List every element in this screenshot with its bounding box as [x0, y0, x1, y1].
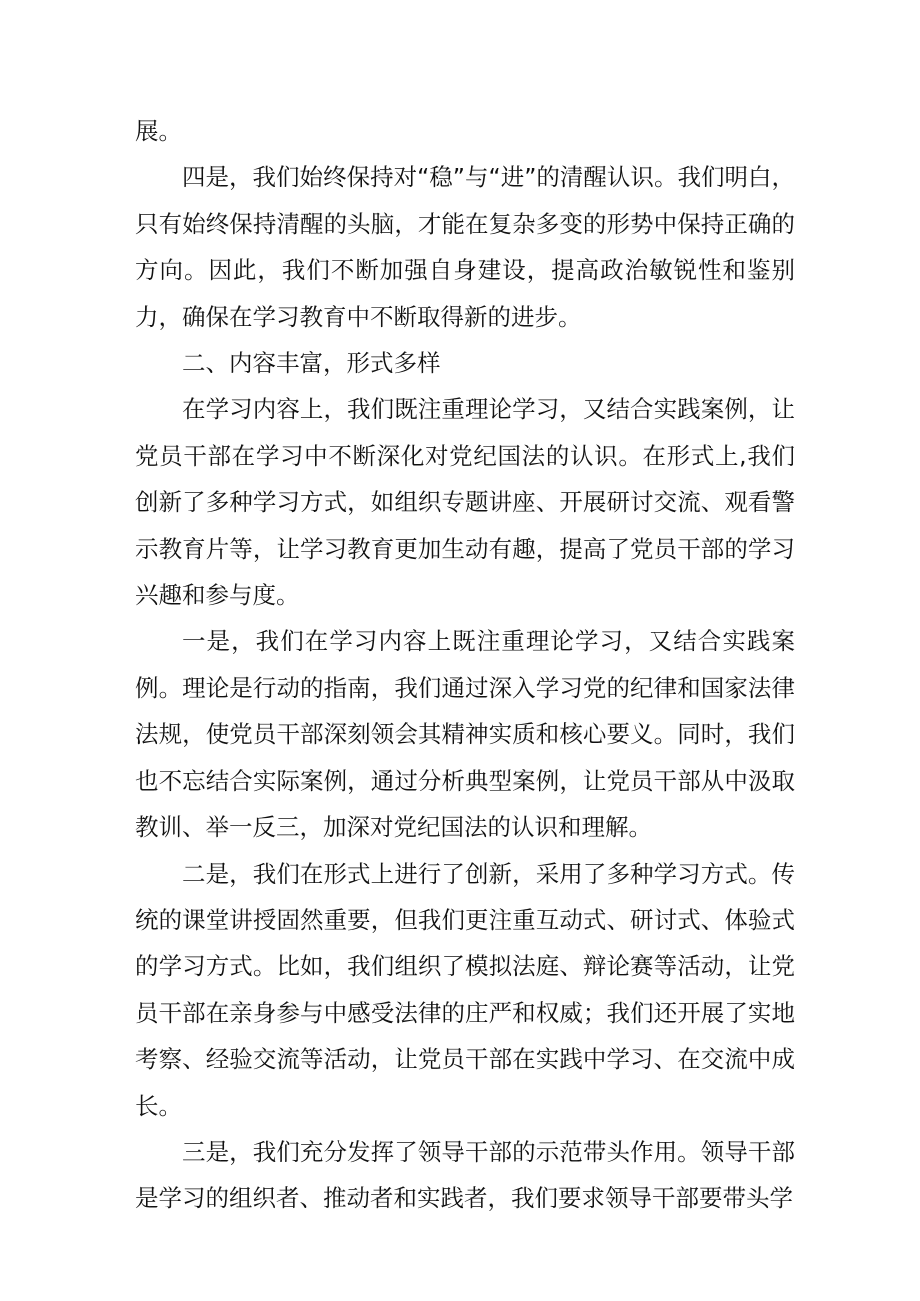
paragraph-continuation: 展。: [135, 117, 182, 145]
paragraph-content-form: 在学习内容上，我们既注重理论学习，又结合实践案例，让党员干部在学习中不断深化对党纪国法的认识。在形式上,我们创新了多种学习方式，如组织专题讲座、开展研讨交流、观看警示教育片等，让学习教育更加生动有趣，提高了党员干部的学习兴趣和参与度。: [135, 395, 795, 610]
document-body: [135, 108, 795, 1222]
paragraph-point-three: 三是，我们充分发挥了领导干部的示范带头作用。领导干部是学习的组织者、推动者和实践者，我们要求领导干部要带头学: [135, 1137, 795, 1213]
section-heading-two: 二、内容丰富，形式多样: [182, 349, 441, 378]
paragraph-point-two: 二是，我们在形式上进行了创新，采用了多种学习方式。传统的课堂讲授固然重要，但我们更注重互动式、研讨式、体验式的学习方式。比如，我们组织了模拟法庭、辩论赛等活动，让党员干部在亲身参与中感受法律的庄严和权威；我们还开展了实地考察、经验交流等活动，让党员干部在实践中学习、在交流中成长。: [135, 859, 795, 1120]
paragraph-point-one: 一是，我们在学习内容上既注重理论学习，又结合实践案例。理论是行动的指南，我们通过深入学习党的纪律和国家法律法规，使党员干部深刻领会其精神实质和核心要义。同时，我们也不忘结合实际案例，通过分析典型案例，让党员干部从中汲取教训、举一反三，加深对党纪国法的认识和理解。: [135, 627, 795, 842]
paragraph-point-four: 四是，我们始终保持对“稳”与“进”的清醒认识。我们明白，只有始终保持清醒的头脑，才能在复杂多变的形势中保持正确的方向。因此，我们不断加强自身建设，提高政治敏锐性和鉴别力，确保在学习教育中不断取得新的进步。: [135, 163, 795, 331]
